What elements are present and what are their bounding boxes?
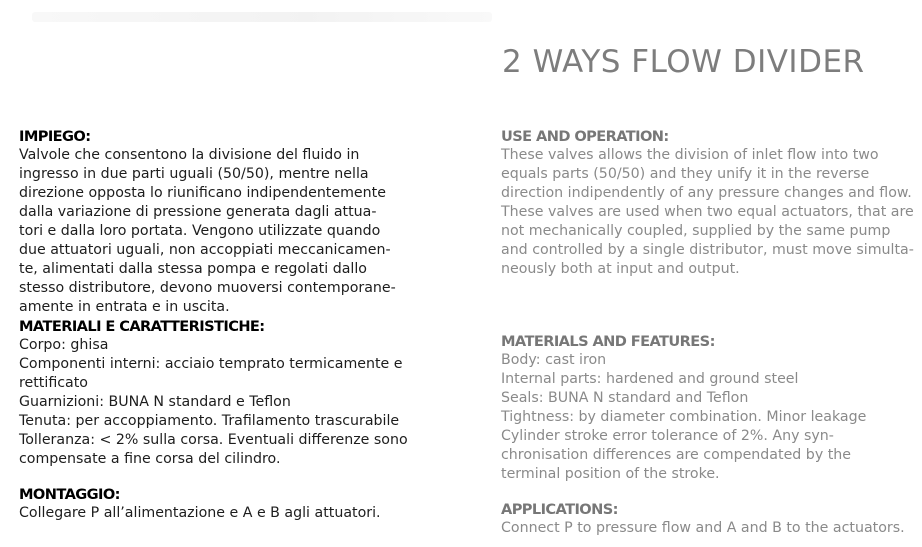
applications-heading-en: APPLICATIONS:: [501, 501, 618, 518]
text-line: direzione opposta lo riunificano indipendentemente: [19, 185, 386, 201]
text-line: Guarnizioni: BUNA N standard e Teflon: [19, 394, 291, 410]
text-line: te, alimentati dalla stessa pompa e regolati dallo: [19, 261, 367, 277]
text-line: Corpo: ghisa: [19, 337, 109, 353]
text-line: Connect P to pressure flow and A and B to the actuators.: [501, 520, 905, 536]
text-line: Body: cast iron: [501, 352, 607, 368]
text-line: amente in entrata e in uscita.: [19, 299, 230, 315]
text-line: Tolleranza: < 2% sulla corsa. Eventuali differenze sono: [19, 432, 408, 448]
text-line: Tenuta: per accoppiamento. Trafilamento trascurabile: [19, 413, 400, 429]
text-line: not mechanically coupled, supplied by the same pump: [501, 223, 891, 239]
spacer: [19, 469, 419, 485]
text-line: Internal parts: hardened and ground steel: [501, 371, 799, 387]
usage-heading-en: USE AND OPERATION:: [501, 128, 669, 145]
text-line: chronisation differences are compendated by the: [501, 447, 852, 463]
text-line: tori e dalla loro portata. Vengono utilizzate quando: [19, 223, 381, 239]
text-line: These valves allows the division of inlet flow into two: [501, 147, 879, 163]
text-line: and controlled by a single distributor, must move simulta-: [501, 242, 914, 258]
text-line: Componenti interni: acciaio temprato termicamente e: [19, 356, 403, 372]
text-line: These valves are used when two equal actuators, that are: [501, 204, 914, 220]
text-line: Valvole che consentono la divisione del fluido in: [19, 147, 360, 163]
english-column: [501, 127, 919, 538]
text-line: equals parts (50/50) and they unify it in the reverse: [501, 166, 870, 182]
mounting-heading-it: MONTAGGIO:: [19, 486, 120, 503]
italian-column: [19, 127, 419, 523]
text-line: ingresso in due parti uguali (50/50), mentre nella: [19, 166, 369, 182]
text-line: Seals: BUNA N standard and Teflon: [501, 390, 749, 406]
page-title: 2 WAYS FLOW DIVIDER: [502, 44, 865, 80]
text-line: dalla variazione di pressione generata dagli attua-: [19, 204, 377, 220]
spacer: [501, 484, 919, 500]
text-line: Tightness: by diameter combination. Minor leakage: [501, 409, 867, 425]
text-line: stesso distributore, devono muoversi contemporane-: [19, 280, 396, 296]
text-line: due attuatori uguali, non accoppiati meccanicamen-: [19, 242, 391, 258]
text-line: neously both at input and output.: [501, 261, 740, 277]
faded-header-strip: [32, 12, 492, 22]
usage-heading-it: IMPIEGO:: [19, 128, 91, 145]
text-line: compensate a fine corsa del cilindro.: [19, 451, 281, 467]
text-line: direction indipendently of any pressure changes and flow.: [501, 185, 912, 201]
text-line: rettificato: [19, 375, 88, 391]
text-line: Cylinder stroke error tolerance of 2%. Any syn-: [501, 428, 834, 444]
text-line: Collegare P all’alimentazione e A e B agli attuatori.: [19, 505, 381, 521]
text-line: terminal position of the stroke.: [501, 466, 720, 482]
materials-heading-it: MATERIALI E CARATTERISTICHE:: [19, 318, 265, 335]
spacer: [501, 279, 919, 332]
materials-heading-en: MATERIALS AND FEATURES:: [501, 333, 715, 350]
